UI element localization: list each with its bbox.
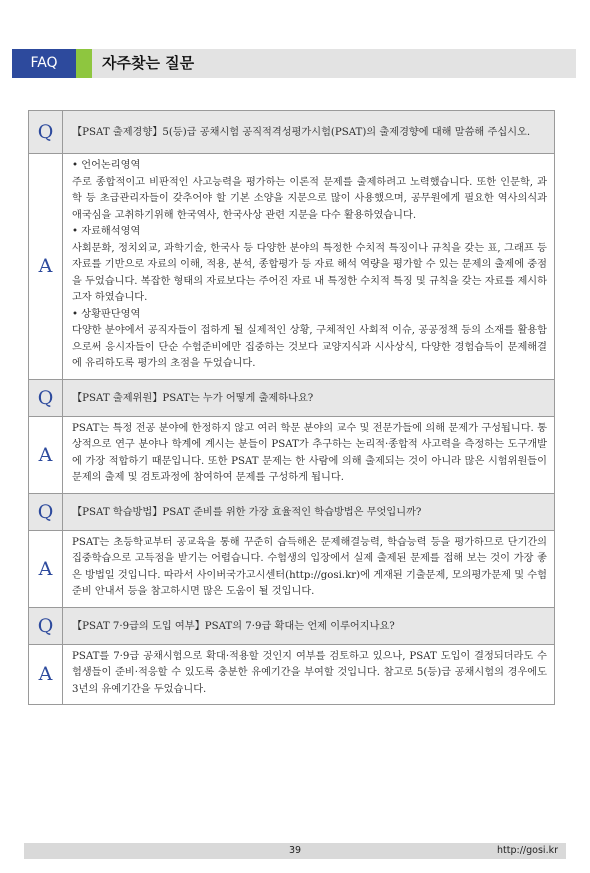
q-label: Q (29, 111, 63, 154)
faq-tag: FAQ (12, 49, 76, 78)
faq-table (28, 110, 555, 705)
question-row (29, 379, 555, 416)
question-row (29, 111, 555, 154)
q-label: Q (29, 379, 63, 416)
answer-row (29, 154, 555, 380)
section-body: 사회문화, 정치외교, 과학기술, 한국사 등 다양한 분야의 특정한 수치적 특징이나 규칙을 갖는 표, 그래프 등 자료를 기반으로 자료의 이해, 적용, 분석, 종합평가 등 자료 해석 역량을 평가할 수 있는 문제의 출제에 중점을 두었습니다. 복잡한 형태의 자료보다는 주어진 자료 내 특정한 수치적 특징 및 규칙을 갖는 자료를 제시하고자 하였습니다. (72, 242, 547, 303)
answer-body: PSAT는 특정 전공 분야에 한정하지 않고 여러 학문 분야의 교수 및 전문가들에 의해 문제가 구성됩니다. 통상적으로 연구 분야나 학계에 계시는 분들이 PSAT가 추구하는 논리적·종합적 사고력을 측정하는 도구개발에 가장 적합하기 때문입니다. 또한 PSAT 문제는 한 사람에 의해 출제되는 것이 아니라 많은 시험위원들이 문제의 출제 및 검토과정에 참여하여 문제를 구성하게 됩니다. (72, 422, 547, 483)
answer-text (63, 416, 555, 493)
answer-row (29, 416, 555, 493)
a-label: A (29, 530, 63, 607)
section-heading: • 상황판단영역 (72, 308, 141, 320)
section-heading: • 언어논리영역 (72, 160, 141, 171)
section-body: 주로 종합적이고 비판적인 사고능력을 평가하는 이론적 문제를 출제하려고 노력했습니다. 또한 인문학, 과학 등 초급관리자들이 갖추어야 할 기본 소양을 지문으로 많이 사용했으며, 공무원에게 필요한 역사의식과 애국심을 고취하기위해 한국역사, 한국사상 관련 지문을 다수 활용하였습니다. (72, 176, 547, 221)
answer-text (63, 644, 555, 705)
question-text: 【PSAT 7·9급의 도입 여부】PSAT의 7·9급 확대는 언제 이루어지나요? (63, 607, 555, 644)
section-heading: • 자료해석영역 (72, 226, 141, 237)
question-row (29, 607, 555, 644)
question-text: 【PSAT 출제위원】PSAT는 누가 어떻게 출제하나요? (63, 379, 555, 416)
question-row (29, 493, 555, 530)
a-label: A (29, 416, 63, 493)
a-label: A (29, 154, 63, 380)
answer-body: PSAT는 초등학교부터 공교육을 통해 꾸준히 습득해온 문제해결능력, 학습능력 등을 평가하므로 단기간의 집중학습으로 고득점을 받기는 어렵습니다. 수험생의 입장에서 실제 출제된 문제를 접해 보는 것이 가장 좋은 방법일 것입니다. 따라서 사이버국가고시센터(http://gosi.kr)에 게재된 기출문제, 모의평가문제 및 수험준비 안내서 등을 참고하시면 많은 도움이 될 것입니다. (72, 536, 547, 597)
a-label: A (29, 644, 63, 705)
header-accent (76, 49, 92, 78)
answer-row (29, 530, 555, 607)
q-label: Q (29, 607, 63, 644)
question-text: 【PSAT 출제경향】5(등)급 공채시험 공직적격성평가시험(PSAT)의 출제경향에 대해 말씀해 주십시오. (63, 111, 555, 154)
answer-body: PSAT를 7·9급 공채시험으로 확대·적용할 것인지 여부를 검토하고 있으나, PSAT 도입이 결정되더라도 수험생들이 준비·적응할 수 있도록 충분한 유예기간을 부여할 것입니다. 참고로 5(등)급 공채시험의 경우에도 3년의 유예기간을 두었습니다. (72, 650, 547, 695)
q-label: Q (29, 493, 63, 530)
footer-bar (24, 843, 566, 859)
header-bar (12, 49, 576, 78)
question-text: 【PSAT 학습방법】PSAT 준비를 위한 가장 효율적인 학습방법은 무엇입니까? (63, 493, 555, 530)
answer-text (63, 154, 555, 380)
section-body: 다양한 분야에서 공직자들이 접하게 될 실제적인 상황, 구체적인 사회적 이슈, 공공정책 등의 소재를 활용함으로써 응시자들이 단순 수험준비에만 집중하는 것보다 교양지식과 시사상식, 다양한 경험습득이 문제해결에 유리하도록 평가의 초점을 두었습니다. (72, 325, 547, 369)
site-url: http://gosi.kr (497, 845, 558, 856)
page-title: 자주찾는 질문 (92, 49, 576, 78)
answer-row (29, 644, 555, 705)
page-number: 39 (288, 845, 302, 856)
answer-text (63, 530, 555, 607)
